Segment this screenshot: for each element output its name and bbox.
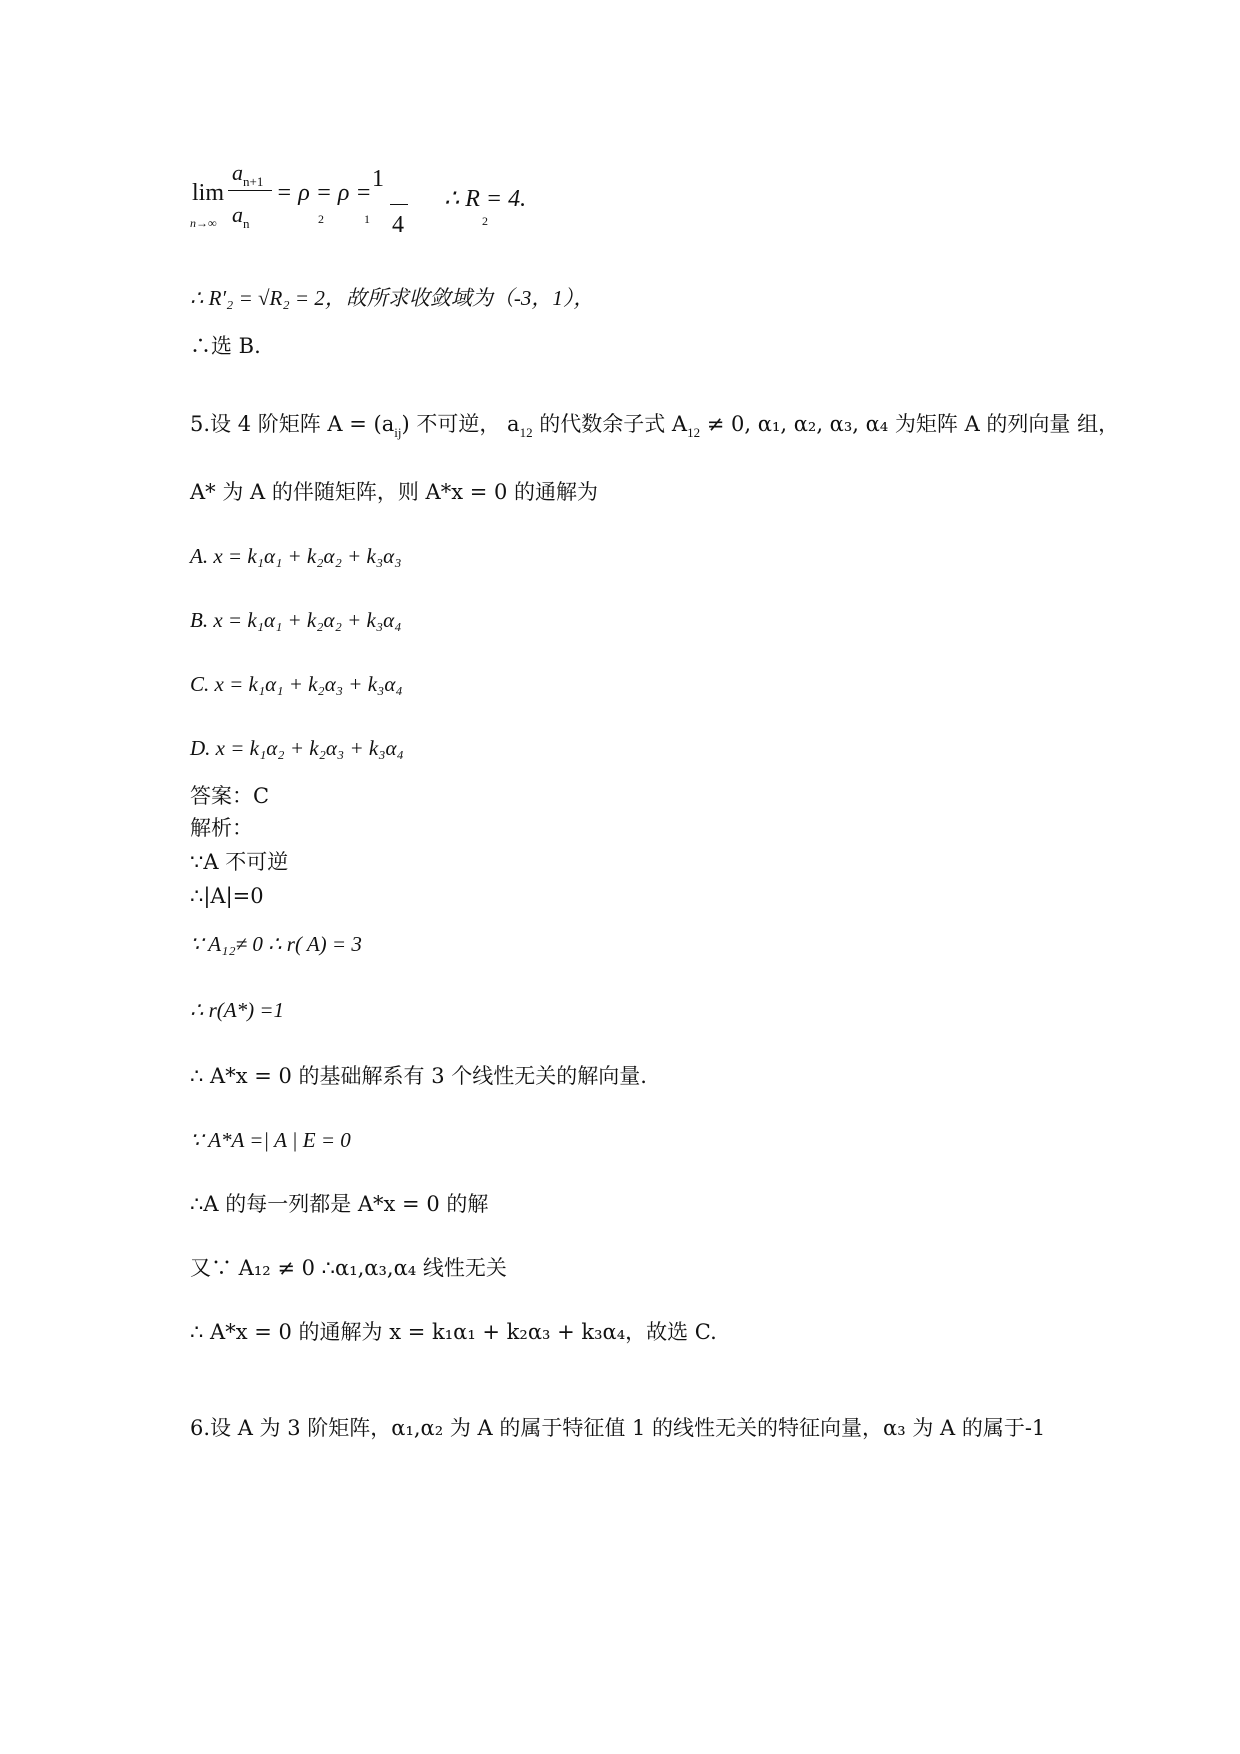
option-a: A. x = k₁α₁ + k₂α₂ + k₃α₃ xyxy=(190,544,402,568)
option-d: D. x = k₁α₂ + k₂α₃ + k₃α₄ xyxy=(190,736,404,760)
step-1: ∵A 不可逆 xyxy=(190,850,289,874)
step-2: ∴|A|=0 xyxy=(190,884,264,908)
fraction-numerator: 1 xyxy=(372,166,384,192)
step-3: ∵ A₁₂≠ 0 ∴ r( A) = 3 xyxy=(190,932,362,956)
option-b: B. x = k₁α₁ + k₂α₂ + k₃α₄ xyxy=(190,608,402,632)
rho-equation: = ρ = ρ = xyxy=(276,180,372,206)
step-4: ∴ r(A*) =1 xyxy=(190,998,285,1022)
option-c: C. x = k₁α₁ + k₂α₃ + k₃α₄ xyxy=(190,672,403,696)
step-9: ∴ A*x = 0 的通解为 x = k₁α₁ + k₂α₃ + k₃α₄，故选 C. xyxy=(190,1320,717,1344)
step-7: ∴A 的每一列都是 A*x = 0 的解 xyxy=(190,1192,489,1216)
rho-sub-1: 1 xyxy=(364,212,370,226)
analysis-heading: 解析： xyxy=(190,816,253,840)
therefore-r-equals: ∴ R = 4. xyxy=(444,186,527,212)
fraction-bar xyxy=(390,204,408,205)
step-5: ∴ A*x = 0 的基础解系有 3 个线性无关的解向量. xyxy=(190,1064,647,1088)
step-8: 又∵ A₁₂ ≠ 0 ∴α₁,α₃,α₄ 线性无关 xyxy=(190,1256,507,1280)
answer-line: 答案：C xyxy=(190,784,270,808)
r2-line: ∴ R′₂ = √R₂ = 2，故所求收敛域为（-3，1）， xyxy=(190,286,595,310)
question-5-line-2: A* 为 A 的伴随矩阵，则 A*x = 0 的通解为 xyxy=(190,480,599,504)
question-6: 6.设 A 为 3 阶矩阵，α₁,α₂ 为 A 的属于特征值 1 的线性无关的特征向量，α₃ 为 A 的属于-1 xyxy=(190,1416,1046,1440)
step-6: ∵ A*A =| A | E = 0 xyxy=(190,1128,351,1152)
lim-numerator: $a_{n+1}$ xyxy=(232,160,264,189)
lim-denominator: $a_n$ xyxy=(232,202,250,231)
question-5-line-1: 5.设 4 阶矩阵 $A = (a_{ij})$ 不可逆， $a_{12}$ 的代数余子式 $A_{12} \ne 0$, α₁, α₂, α₃, α₄ 为矩阵 A 的列向量 组， xyxy=(190,412,1120,440)
r-subscript: 2 xyxy=(482,214,488,228)
choose-b-line: ∴选 B. xyxy=(190,334,261,358)
fraction-denominator: 4 xyxy=(392,212,404,238)
lim-text: lim xyxy=(192,180,225,206)
lim-fraction-bar xyxy=(228,190,272,191)
rho-sub-2: 2 xyxy=(318,212,324,226)
lim-subscript: n→∞ xyxy=(190,216,217,230)
